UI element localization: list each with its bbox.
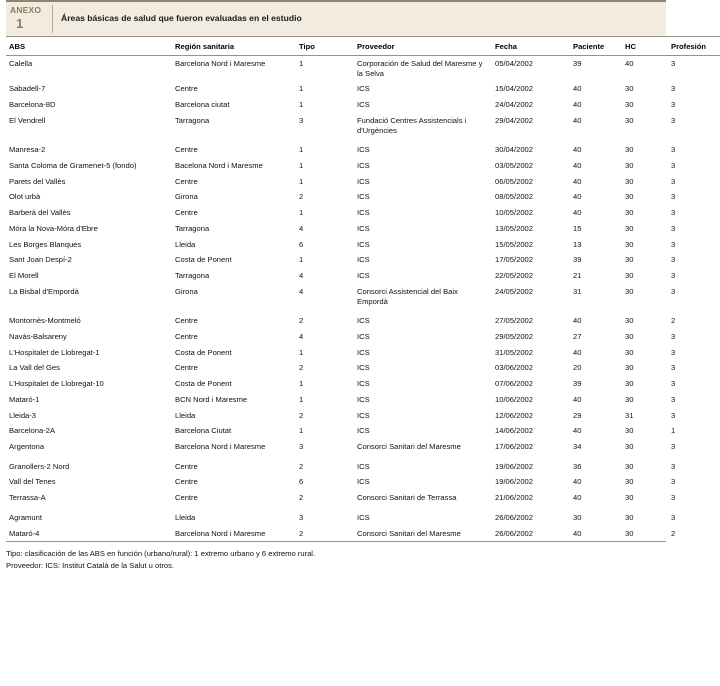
- cell-hc: 30: [625, 379, 634, 389]
- cell-paciente: 40: [573, 208, 582, 218]
- table-row: [6, 474, 720, 490]
- cell-abs: La Vall del Ges: [9, 363, 60, 373]
- cell-region: Centre: [175, 461, 198, 471]
- cell-tipo: 1: [299, 145, 304, 155]
- cell-paciente: 40: [573, 477, 582, 487]
- cell-fecha: 24/04/2002: [495, 100, 534, 110]
- cell-tipo: 2: [299, 410, 304, 420]
- cell-fecha: 17/06/2002: [495, 441, 534, 451]
- table-row: [6, 526, 720, 542]
- cell-paciente: 40: [573, 192, 582, 202]
- cell-abs: La Bisbal d'Empordà: [9, 286, 79, 296]
- table-row: [6, 345, 720, 361]
- cell-proveedor: ICS: [357, 512, 370, 522]
- cell-region: Barcelona ciutat: [175, 100, 230, 110]
- cell-profesion: 3: [671, 461, 676, 471]
- cell-profesion: 2: [671, 316, 676, 326]
- cell-fecha: 26/06/2002: [495, 512, 534, 522]
- cell-tipo: 2: [299, 316, 304, 326]
- cell-paciente: 21: [573, 271, 582, 281]
- table-row: [6, 174, 720, 190]
- cell-hc: 30: [625, 84, 634, 94]
- cell-abs: Santa Coloma de Gramenet-5 (fondo): [9, 161, 137, 171]
- cell-abs: L'Hospitalet de Llobregat-10: [9, 379, 104, 389]
- cell-hc: 30: [625, 239, 634, 249]
- table-row: [6, 423, 720, 439]
- cell-region: Tarragona: [175, 271, 210, 281]
- cell-tipo: 2: [299, 528, 304, 538]
- cell-paciente: 20: [573, 363, 582, 373]
- table-row: [6, 490, 720, 510]
- cell-tipo: 1: [299, 161, 304, 171]
- cell-paciente: 40: [573, 176, 582, 186]
- table-row: [6, 237, 720, 253]
- cell-paciente: 30: [573, 512, 582, 522]
- cell-region: BCN Nord i Maresme: [175, 394, 248, 404]
- cell-proveedor: ICS: [357, 145, 370, 155]
- table-row: [6, 158, 720, 174]
- cell-paciente: 40: [573, 528, 582, 538]
- cell-hc: 30: [625, 255, 634, 265]
- table-row: [6, 360, 720, 376]
- cell-region: Costa de Ponent: [175, 347, 232, 357]
- cell-region: Barcelona Ciutat: [175, 426, 232, 436]
- cell-hc: 30: [625, 271, 634, 281]
- cell-hc: 30: [625, 223, 634, 233]
- cell-fecha: 07/06/2002: [495, 379, 534, 389]
- cell-paciente: 40: [573, 493, 582, 503]
- column-header-tipo: Tipo: [296, 37, 354, 56]
- cell-tipo: 2: [299, 192, 304, 202]
- cell-tipo: 3: [299, 115, 304, 125]
- cell-tipo: 3: [299, 441, 304, 451]
- cell-paciente: 39: [573, 255, 582, 265]
- cell-abs: Barberà del Vallès: [9, 208, 71, 218]
- cell-fecha: 19/06/2002: [495, 461, 534, 471]
- table-row: [6, 56, 720, 82]
- cell-profesion: 3: [671, 161, 676, 171]
- cell-paciente: 40: [573, 426, 582, 436]
- cell-abs: Calella: [9, 59, 33, 68]
- cell-abs: Barcelona-2A: [9, 426, 56, 436]
- cell-fecha: 15/05/2002: [495, 239, 534, 249]
- cell-tipo: 2: [299, 363, 304, 373]
- cell-proveedor: ICS: [357, 347, 370, 357]
- cell-tipo: 1: [299, 347, 304, 357]
- cell-region: Tarragona: [175, 223, 210, 233]
- cell-tipo: 2: [299, 461, 304, 471]
- cell-abs: El Morell: [9, 271, 39, 281]
- cell-hc: 30: [625, 363, 634, 373]
- cell-paciente: 40: [573, 316, 582, 326]
- table-body: [6, 56, 720, 542]
- cell-region: Centre: [175, 331, 198, 341]
- cell-abs: Terrassa-A: [9, 493, 46, 503]
- cell-profesion: 3: [671, 100, 676, 110]
- cell-proveedor: ICS: [357, 461, 370, 471]
- cell-hc: 30: [625, 145, 634, 155]
- cell-paciente: 36: [573, 461, 582, 471]
- cell-tipo: 4: [299, 331, 304, 341]
- cell-fecha: 19/06/2002: [495, 477, 534, 487]
- annex-number: 1: [16, 15, 24, 31]
- cell-proveedor: ICS: [357, 331, 370, 341]
- cell-hc: 30: [625, 477, 634, 487]
- cell-hc: 30: [625, 461, 634, 471]
- cell-fecha: 26/06/2002: [495, 528, 534, 538]
- table-row: [6, 376, 720, 392]
- cell-abs: Olot urbà: [9, 192, 41, 202]
- cell-tipo: 4: [299, 286, 304, 296]
- cell-profesion: 3: [671, 192, 676, 202]
- cell-region: Centre: [175, 477, 198, 487]
- cell-abs: Argentona: [9, 441, 45, 451]
- cell-hc: 40: [625, 59, 634, 68]
- cell-proveedor: Consorci Sanitari del Maresme: [357, 441, 461, 451]
- cell-paciente: 40: [573, 145, 582, 155]
- cell-fecha: 08/05/2002: [495, 192, 534, 202]
- cell-abs: Manresa-2: [9, 145, 46, 155]
- cell-region: Lleida: [175, 410, 196, 420]
- annex-word: ANEXO: [10, 5, 42, 15]
- cell-abs: Mataró-4: [9, 528, 40, 538]
- header-row: [6, 37, 720, 56]
- cell-proveedor: ICS: [357, 223, 370, 233]
- cell-fecha: 29/05/2002: [495, 331, 534, 341]
- cell-tipo: 1: [299, 379, 304, 389]
- cell-paciente: 34: [573, 441, 582, 451]
- cell-fecha: 03/05/2002: [495, 161, 534, 171]
- cell-proveedor: Fundació Centres Assistencials i d'Urgències: [357, 115, 467, 135]
- cell-paciente: 40: [573, 394, 582, 404]
- cell-profesion: 3: [671, 347, 676, 357]
- cell-region: Tarragona: [175, 115, 210, 125]
- cell-profesion: 2: [671, 528, 676, 538]
- cell-abs: El Vendrell: [9, 115, 46, 125]
- cell-tipo: 1: [299, 426, 304, 436]
- table-row: [6, 510, 720, 526]
- cell-proveedor: ICS: [357, 477, 370, 487]
- cell-profesion: 3: [671, 363, 676, 373]
- table-row: [6, 268, 720, 284]
- cell-fecha: 06/05/2002: [495, 176, 534, 186]
- cell-proveedor: ICS: [357, 410, 370, 420]
- cell-region: Centre: [175, 176, 198, 186]
- cell-fecha: 31/05/2002: [495, 347, 534, 357]
- cell-proveedor: Consorci Assistencial del Baix Empordà: [357, 286, 458, 306]
- cell-profesion: 3: [671, 493, 676, 503]
- cell-fecha: 13/05/2002: [495, 223, 534, 233]
- note-tipo: Tipo: clasificación de las ABS en función (urbano/rural): 1 extremo urbano y 6 extremo rural.: [6, 549, 316, 559]
- cell-hc: 30: [625, 528, 634, 538]
- cell-fecha: 15/04/2002: [495, 84, 534, 94]
- cell-region: Centre: [175, 316, 198, 326]
- cell-hc: 30: [625, 100, 634, 110]
- cell-proveedor: ICS: [357, 426, 370, 436]
- cell-tipo: 1: [299, 100, 304, 110]
- cell-profesion: 3: [671, 208, 676, 218]
- column-header-region: Región sanitaria: [172, 37, 296, 56]
- cell-tipo: 4: [299, 223, 304, 233]
- cell-proveedor: ICS: [357, 176, 370, 186]
- cell-region: Girona: [175, 286, 198, 296]
- cell-region: Centre: [175, 493, 198, 503]
- cell-tipo: 3: [299, 512, 304, 522]
- cell-tipo: 1: [299, 394, 304, 404]
- cell-abs: Lleida-3: [9, 410, 37, 420]
- cell-abs: Agramunt: [9, 512, 42, 522]
- table-row: [6, 313, 720, 329]
- cell-fecha: 27/05/2002: [495, 316, 534, 326]
- cell-proveedor: Consorci Sanitari de Terrassa: [357, 493, 457, 503]
- table-row: [6, 81, 720, 97]
- cell-proveedor: ICS: [357, 192, 370, 202]
- cell-profesion: 3: [671, 271, 676, 281]
- cell-profesion: 3: [671, 379, 676, 389]
- annex-banner: [6, 0, 666, 36]
- column-header-profesion: Profesión: [668, 37, 720, 56]
- cell-profesion: 3: [671, 477, 676, 487]
- cell-proveedor: ICS: [357, 208, 370, 218]
- table-row: [6, 439, 720, 459]
- cell-paciente: 40: [573, 161, 582, 171]
- cell-abs: Sant Joan Despí-2: [9, 255, 72, 265]
- cell-region: Barcelona Nord i Maresme: [175, 441, 266, 451]
- cell-proveedor: ICS: [357, 363, 370, 373]
- column-header-hc: HC: [622, 37, 668, 56]
- cell-paciente: 13: [573, 239, 582, 249]
- cell-proveedor: Consorci Sanitari del Maresme: [357, 528, 461, 538]
- cell-hc: 30: [625, 286, 634, 296]
- cell-paciente: 40: [573, 115, 582, 125]
- cell-fecha: 05/04/2002: [495, 59, 534, 68]
- cell-fecha: 10/05/2002: [495, 208, 534, 218]
- cell-tipo: 1: [299, 208, 304, 218]
- cell-fecha: 10/06/2002: [495, 394, 534, 404]
- cell-proveedor: ICS: [357, 394, 370, 404]
- cell-paciente: 31: [573, 286, 582, 296]
- cell-profesion: 3: [671, 512, 676, 522]
- cell-region: Centre: [175, 208, 198, 218]
- cell-hc: 30: [625, 394, 634, 404]
- cell-hc: 30: [625, 441, 634, 451]
- table-row: [6, 252, 720, 268]
- cell-proveedor: ICS: [357, 100, 370, 110]
- table-row: [6, 189, 720, 205]
- cell-profesion: 3: [671, 441, 676, 451]
- table-row: [6, 113, 720, 142]
- cell-region: Lleida: [175, 512, 196, 522]
- cell-fecha: 17/05/2002: [495, 255, 534, 265]
- cell-fecha: 14/06/2002: [495, 426, 534, 436]
- table-row: [6, 408, 720, 424]
- cell-paciente: 27: [573, 331, 582, 341]
- cell-abs: Granollers-2 Nord: [9, 461, 70, 471]
- cell-paciente: 40: [573, 84, 582, 94]
- note-proveedor: Proveedor: ICS: Institut Català de la Salut u otros.: [6, 561, 174, 571]
- table-row: [6, 329, 720, 345]
- cell-hc: 30: [625, 426, 634, 436]
- cell-fecha: 22/05/2002: [495, 271, 534, 281]
- cell-proveedor: ICS: [357, 161, 370, 171]
- cell-profesion: 1: [671, 426, 676, 436]
- cell-paciente: 39: [573, 379, 582, 389]
- cell-tipo: 4: [299, 271, 304, 281]
- cell-proveedor: ICS: [357, 84, 370, 94]
- cell-fecha: 03/06/2002: [495, 363, 534, 373]
- cell-hc: 30: [625, 161, 634, 171]
- cell-profesion: 3: [671, 145, 676, 155]
- cell-region: Costa de Ponent: [175, 379, 232, 389]
- table-row: [6, 392, 720, 408]
- table-header: [6, 37, 720, 56]
- cell-abs: L'Hospitalet de Llobregat-1: [9, 347, 100, 357]
- cell-profesion: 3: [671, 331, 676, 341]
- table-row: [6, 205, 720, 221]
- cell-hc: 31: [625, 410, 634, 420]
- cell-tipo: 1: [299, 176, 304, 186]
- cell-paciente: 40: [573, 347, 582, 357]
- cell-region: Centre: [175, 145, 198, 155]
- cell-region: Costa de Ponent: [175, 255, 232, 265]
- cell-hc: 30: [625, 512, 634, 522]
- cell-paciente: 40: [573, 100, 582, 110]
- cell-tipo: 6: [299, 477, 304, 487]
- cell-paciente: 15: [573, 223, 582, 233]
- table-notes: [6, 548, 666, 572]
- cell-region: Centre: [175, 363, 198, 373]
- cell-hc: 30: [625, 192, 634, 202]
- table-row: [6, 284, 720, 313]
- cell-region: Barcelona Nord i Maresme: [175, 59, 266, 68]
- cell-abs: Les Borges Blanques: [9, 239, 82, 249]
- cell-profesion: 3: [671, 84, 676, 94]
- column-header-abs: ABS: [6, 37, 172, 56]
- cell-region: Lleida: [175, 239, 196, 249]
- cell-tipo: 2: [299, 493, 304, 503]
- cell-proveedor: ICS: [357, 316, 370, 326]
- cell-fecha: 21/06/2002: [495, 493, 534, 503]
- cell-tipo: 6: [299, 239, 304, 249]
- cell-profesion: 3: [671, 255, 676, 265]
- cell-tipo: 1: [299, 84, 304, 94]
- cell-abs: Mataró-1: [9, 394, 40, 404]
- cell-tipo: 1: [299, 255, 304, 265]
- cell-region: Barcelona Nord i Maresme: [175, 528, 266, 538]
- cell-hc: 30: [625, 331, 634, 341]
- cell-profesion: 3: [671, 286, 676, 296]
- column-header-proveedor: Proveedor: [354, 37, 492, 56]
- cell-region: Centre: [175, 84, 198, 94]
- cell-region: Bacelona Nord i Maresme: [175, 161, 263, 171]
- cell-proveedor: ICS: [357, 271, 370, 281]
- cell-paciente: 29: [573, 410, 582, 420]
- cell-fecha: 29/04/2002: [495, 115, 534, 125]
- cell-profesion: 3: [671, 176, 676, 186]
- cell-profesion: 3: [671, 59, 676, 68]
- cell-hc: 30: [625, 176, 634, 186]
- cell-proveedor: ICS: [357, 255, 370, 265]
- cell-paciente: 39: [573, 59, 582, 68]
- cell-proveedor: Corporación de Salud del Maresme y la Selva: [357, 59, 483, 78]
- table-row: [6, 221, 720, 237]
- cell-region: Girona: [175, 192, 198, 202]
- cell-abs: Sabadell-7: [9, 84, 46, 94]
- table-row: [6, 459, 720, 475]
- column-header-fecha: Fecha: [492, 37, 570, 56]
- cell-fecha: 30/04/2002: [495, 145, 534, 155]
- abs-table: [6, 36, 720, 541]
- cell-hc: 30: [625, 493, 634, 503]
- annex-title: Áreas básicas de salud que fueron evaluadas en el estudio: [61, 13, 302, 24]
- cell-profesion: 3: [671, 239, 676, 249]
- cell-abs: Montornès-Montmeló: [9, 316, 81, 326]
- cell-fecha: 12/06/2002: [495, 410, 534, 420]
- table-row: [6, 142, 720, 158]
- column-header-paciente: Paciente: [570, 37, 622, 56]
- cell-profesion: 3: [671, 223, 676, 233]
- annex-label: [6, 2, 52, 36]
- table-bottom-rule: [6, 541, 666, 542]
- cell-abs: Barcelona-8D: [9, 100, 56, 110]
- cell-hc: 30: [625, 208, 634, 218]
- cell-hc: 30: [625, 115, 634, 125]
- cell-abs: Vall del Tenes: [9, 477, 56, 487]
- cell-profesion: 3: [671, 410, 676, 420]
- cell-profesion: 3: [671, 115, 676, 125]
- cell-hc: 30: [625, 347, 634, 357]
- table-row: [6, 97, 720, 113]
- cell-hc: 30: [625, 316, 634, 326]
- cell-proveedor: ICS: [357, 239, 370, 249]
- cell-profesion: 3: [671, 394, 676, 404]
- cell-tipo: 1: [299, 59, 304, 68]
- cell-abs: Navàs-Balsareny: [9, 331, 67, 341]
- cell-fecha: 24/05/2002: [495, 286, 534, 296]
- cell-abs: Móra la Nova-Móra d'Ebre: [9, 223, 98, 233]
- cell-proveedor: ICS: [357, 379, 370, 389]
- cell-abs: Parets del Vallès: [9, 176, 66, 186]
